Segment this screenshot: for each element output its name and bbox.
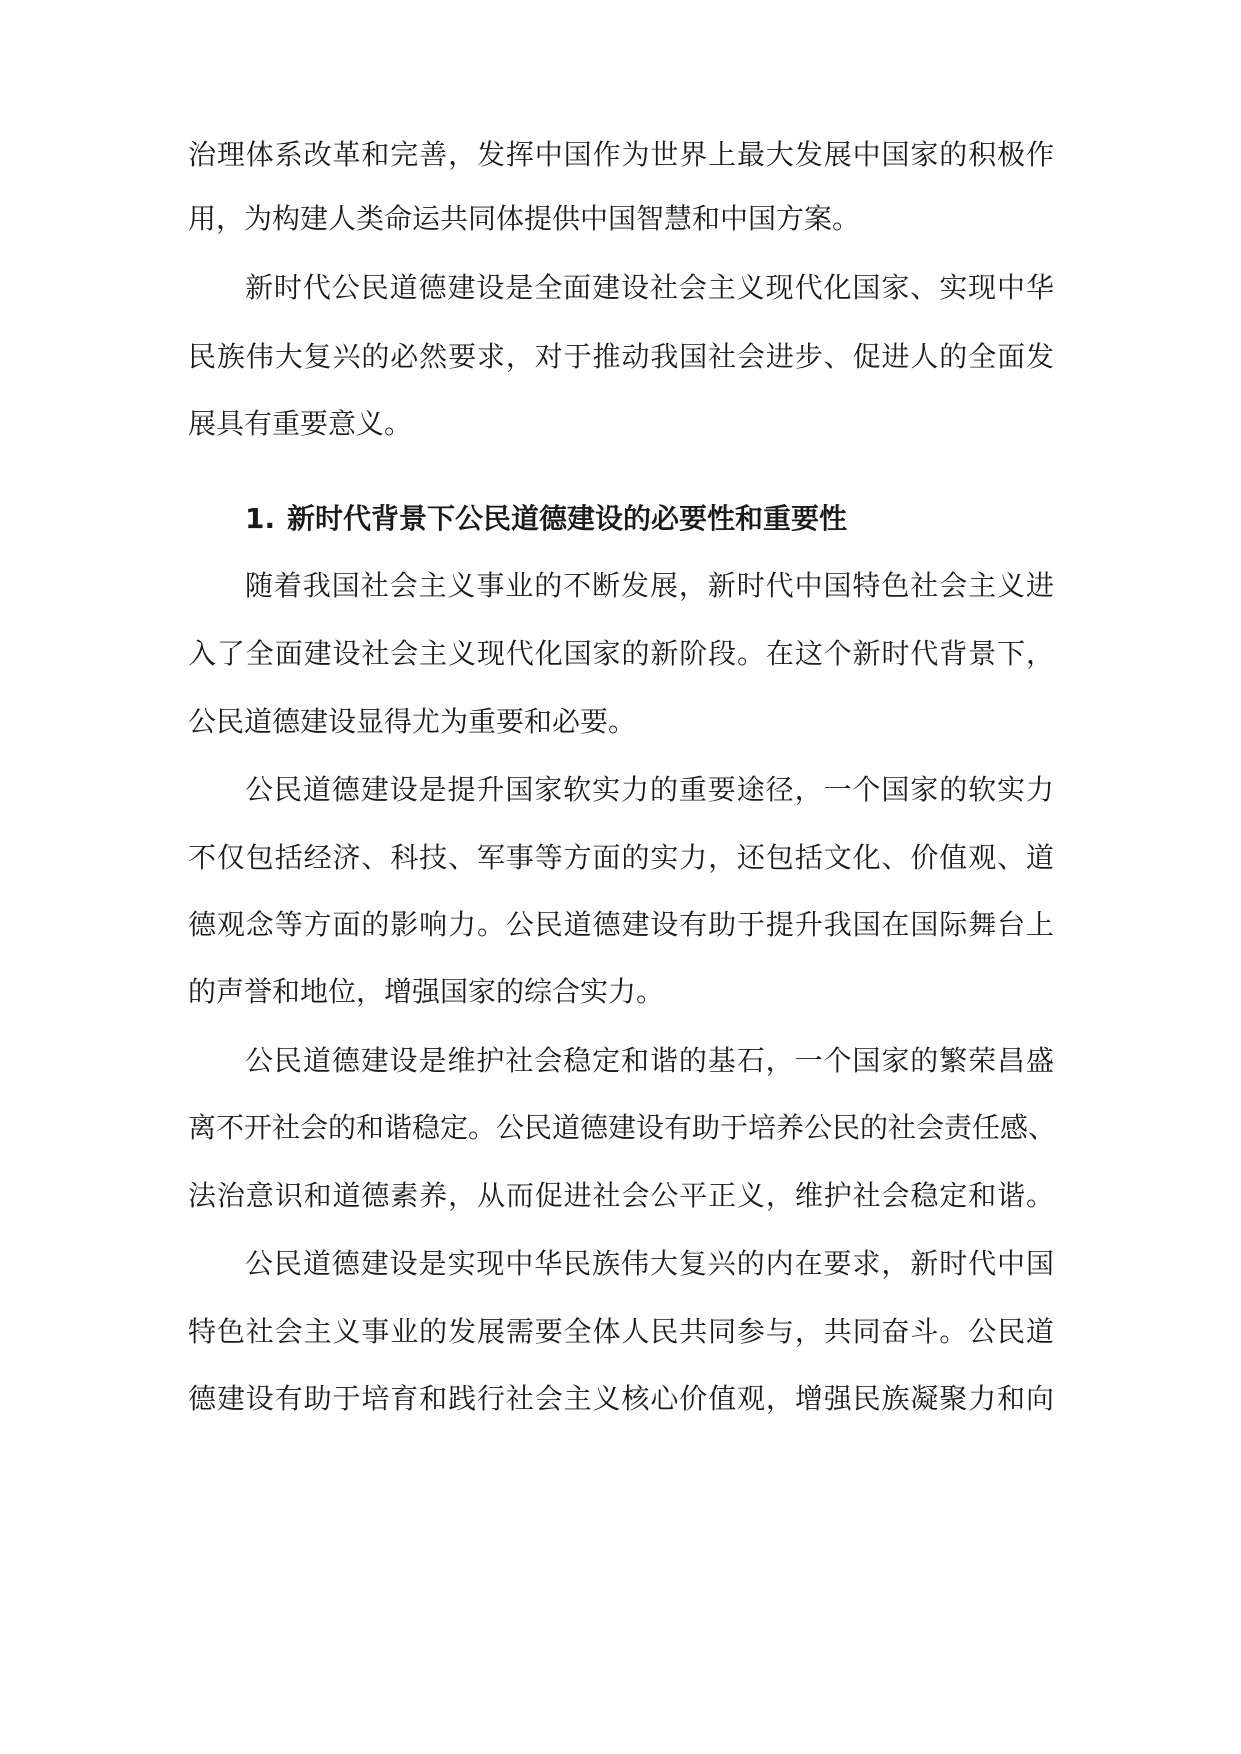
text-line: 法治意识和道德素养，从而促进社会公平正义，维护社会稳定和谐。 <box>188 1179 1054 1212</box>
text-line: 不仅包括经济、科技、军事等方面的实力，还包括文化、价值观、道 <box>188 841 1054 874</box>
text-line: 用，为构建人类命运共同体提供中国智慧和中国方案。 <box>188 202 861 235</box>
text-line: 展具有重要意义。 <box>188 407 413 440</box>
paragraph-first-line: 公民道德建设是维护社会稳定和谐的基石，一个国家的繁荣昌盛 <box>245 1044 1054 1077</box>
text-line: 德建设有助于培育和践行社会主义核心价值观，增强民族凝聚力和向 <box>188 1382 1054 1415</box>
text-line: 特色社会主义事业的发展需要全体人民共同参与，共同奋斗。公民道 <box>188 1315 1054 1348</box>
text-line: 公民道德建设显得尤为重要和必要。 <box>188 705 637 738</box>
section-number: 1. <box>245 502 276 535</box>
section-title: 新时代背景下公民道德建设的必要性和重要性 <box>287 502 848 535</box>
text-line: 民族伟大复兴的必然要求，对于推动我国社会进步、促进人的全面发 <box>188 340 1054 373</box>
paragraph-first-line: 公民道德建设是实现中华民族伟大复兴的内在要求，新时代中国 <box>245 1247 1054 1280</box>
text-line: 入了全面建设社会主义现代化国家的新阶段。在这个新时代背景下， <box>188 637 1054 670</box>
text-line: 的声誉和地位，增强国家的综合实力。 <box>188 975 665 1008</box>
text-line: 德观念等方面的影响力。公民道德建设有助于提升我国在国际舞台上 <box>188 908 1054 941</box>
section-heading <box>245 499 1054 539</box>
paragraph-first-line: 随着我国社会主义事业的不断发展，新时代中国特色社会主义进 <box>245 569 1054 602</box>
paragraph-first-line: 新时代公民道德建设是全面建设社会主义现代化国家、实现中华 <box>245 271 1054 304</box>
paragraph-first-line: 公民道德建设是提升国家软实力的重要途径，一个国家的软实力 <box>245 773 1054 806</box>
text-line: 离不开社会的和谐稳定。公民道德建设有助于培养公民的社会责任感、 <box>188 1111 1057 1144</box>
text-line: 治理体系改革和完善，发挥中国作为世界上最大发展中国家的积极作 <box>188 138 1054 171</box>
